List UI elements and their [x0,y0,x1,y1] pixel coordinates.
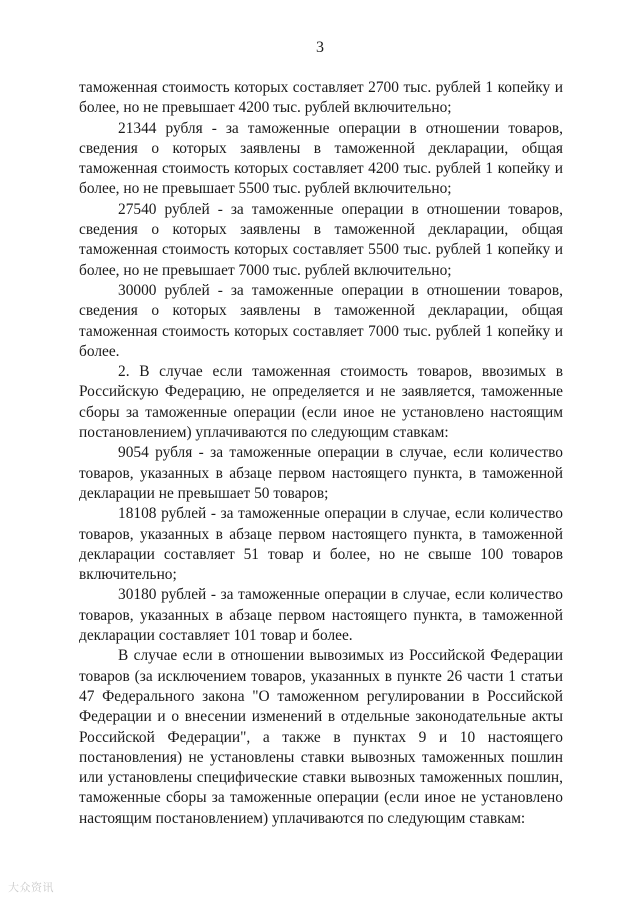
paragraph-export-rates: В случае если в отношении вывозимых из Российской Федерации товаров (за исключением товаров, указанных в пункте 26 части 1 статьи 47 Федерального закона "О таможенном регулировании в Российской Федерации и о внесении изменений в отдельные законодательные акты Российской Федерации", а также в пунктах 9 и 10 настоящего постановления) не установлены ставки вывозных таможенных пошлин или установлены специфические ставки вывозных таможенных пошлин, таможенные сборы за таможенные операции (если иное не установлено настоящим постановлением) уплачиваются по следующим ставкам: [79,647,563,827]
page-number: 3 [316,39,324,56]
paragraph-clause-2: 2. В случае если таможенная стоимость товаров, ввозимых в Российскую Федерацию, не определяется и не заявляется, таможенные сборы за таможенные операции (если иное не установлено настоящим постановлением) уплачиваются по следующим ставкам: [79,363,563,442]
paragraph-rate-9054: 9054 рубля - за таможенные операции в случае, если количество товаров, указанных в абзаце первом настоящего пункта, в таможенной декларации не превышает 50 товаров; [79,444,563,502]
paragraph-rate-30000: 30000 рублей - за таможенные операции в отношении товаров, сведения о которых заявлены в таможенной декларации, общая таможенная стоимость которых составляет 7000 тыс. рублей 1 копейку и более. [79,281,563,360]
paragraph-rate-21344: 21344 рубля - за таможенные операции в отношении товаров, сведения о которых заявлены в таможенной декларации, общая таможенная стоимость которых составляет 4200 тыс. рублей 1 копейку и более, но не превышает 5500 тыс. рублей включительно; [79,119,563,198]
paragraph-rate-27540: 27540 рублей - за таможенные операции в отношении товаров, сведения о которых заявлены в таможенной декларации, общая таможенная стоимость которых составляет 5500 тыс. рублей 1 копейку и более, но не превышает 7000 тыс. рублей включительно; [79,200,563,279]
watermark: 大众资讯 [8,881,54,894]
paragraph-rate-30180: 30180 рублей - за таможенные операции в случае, если количество товаров, указанных в абзаце первом настоящего пункта, в таможенной декларации составляет 101 товар и более. [79,586,563,645]
document-body [79,78,563,829]
paragraph-rate-18108: 18108 рублей - за таможенные операции в случае, если количество товаров, указанных в абзаце первом настоящего пункта, в таможенной декларации составляет 51 товар и более, но не свыше 100 товаров включительно; [79,505,563,584]
paragraph-continuation: таможенная стоимость которых составляет 2700 тыс. рублей 1 копейку и более, но не превышает 4200 тыс. рублей включительно; [79,79,563,117]
